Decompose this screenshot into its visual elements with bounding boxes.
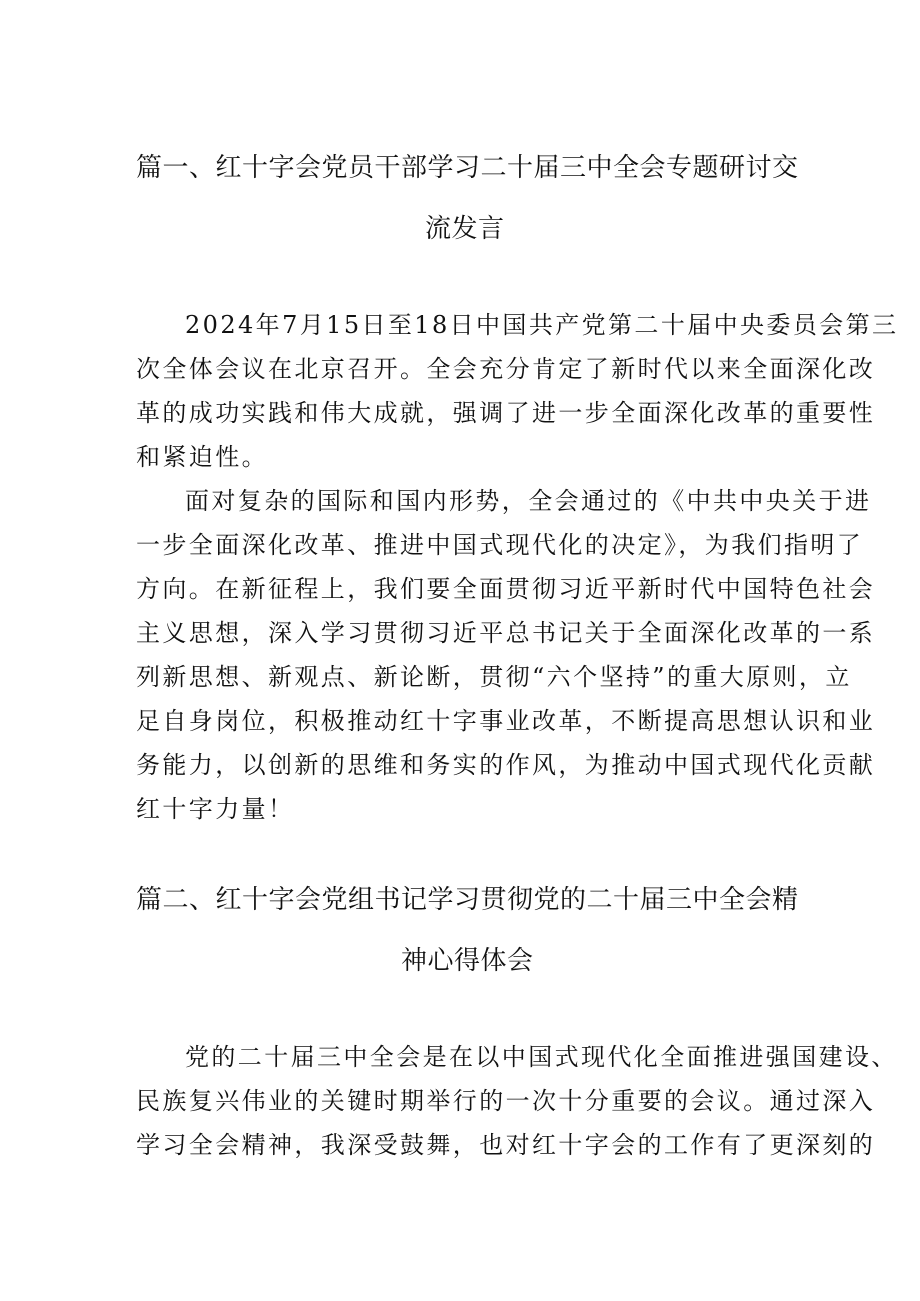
section-1-body-line: 次全体会议在北京召开。全会充分肯定了新时代以来全面深化改 <box>136 355 876 383</box>
section-2-body-line: 党的二十届三中全会是在以中国式现代化全面推进强国建设、 <box>185 1043 898 1071</box>
section-1-body-line: 列新思想、新观点、新论断，贯彻“六个坚持”的重大原则，立 <box>136 663 852 691</box>
section-2-body-line: 学习全会精神，我深受鼓舞，也对红十字会的工作有了更深刻的 <box>136 1131 876 1159</box>
section-1-body-line: 革的成功实践和伟大成就，强调了进一步全面深化改革的重要性 <box>136 399 876 427</box>
section-2-body-line: 民族复兴伟业的关键时期举行的一次十分重要的会议。通过深入 <box>136 1087 876 1115</box>
section-1-body-line: 务能力，以创新的思维和务实的作风，为推动中国式现代化贡献 <box>136 751 876 779</box>
section-2-heading-line-1: 篇二、红十字会党组书记学习贯彻党的二十届三中全会精 <box>136 885 799 915</box>
section-1-body-line: 一步全面深化改革、推进中国式现代化的决定》，为我们指明了 <box>136 531 864 559</box>
section-1-body-line: 主义思想，深入学习贯彻习近平总书记关于全面深化改革的一系 <box>136 619 876 647</box>
section-2-heading-line-2: 神心得体会 <box>401 946 534 976</box>
section-1-heading-line-1: 篇一、红十字会党员干部学习二十届三中全会专题研讨交 <box>136 153 799 183</box>
section-1-body-line: 红十字力量！ <box>136 795 295 823</box>
section-1-body-line: 和紧迫性。 <box>136 443 268 471</box>
section-1-body-line: 面对复杂的国际和国内形势，全会通过的《中共中央关于进 <box>185 487 872 515</box>
section-1-heading-line-2: 流发言 <box>425 214 505 244</box>
section-1-body-line: 方向。在新征程上，我们要全面贯彻习近平新时代中国特色社会 <box>136 575 876 603</box>
section-1-body-line: 2024年7月15日至18日中国共产党第二十届中央委员会第三 <box>185 311 899 339</box>
section-1-body-line: 足自身岗位，积极推动红十字事业改革，不断提高思想认识和业 <box>136 707 876 735</box>
